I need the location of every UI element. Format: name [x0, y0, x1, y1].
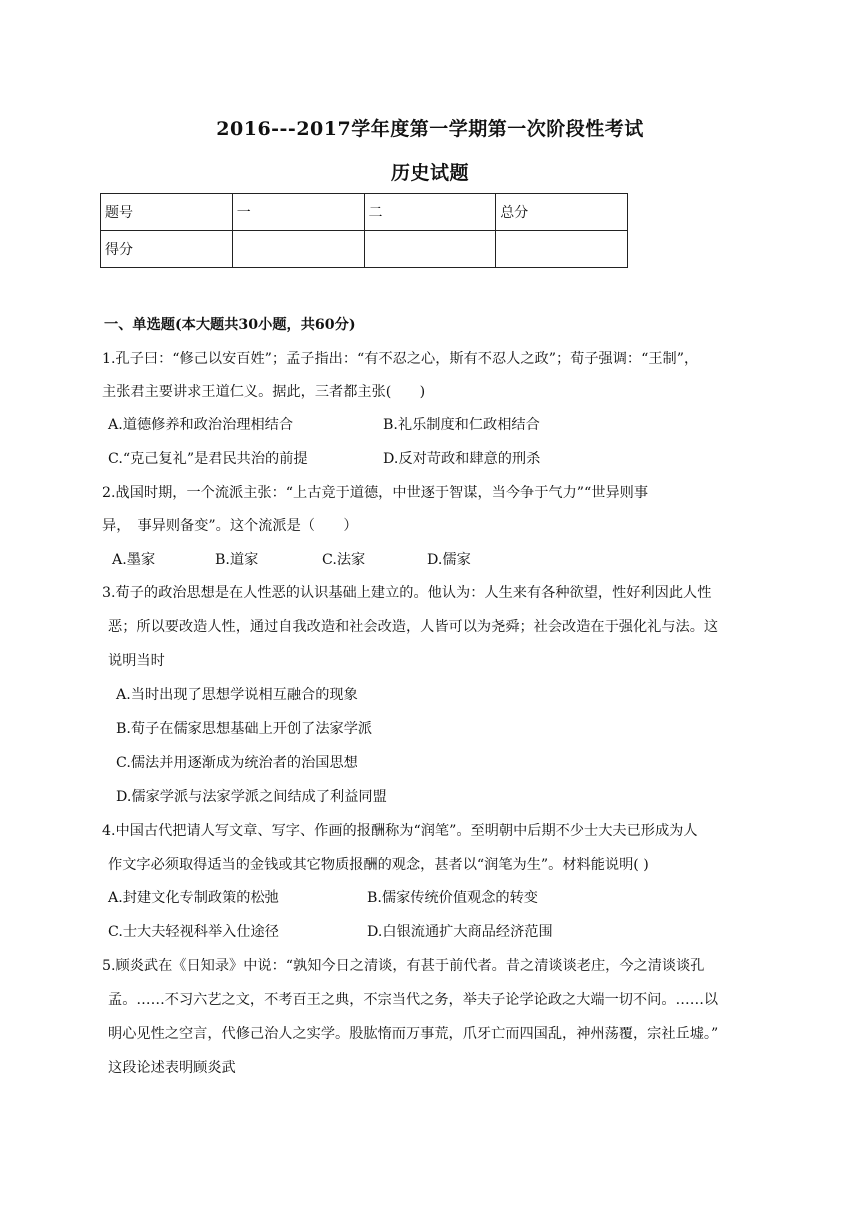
- question-4-option-c: C.士大夫轻视科举入仕途径: [108, 924, 279, 940]
- question-2-line-1: 2.战国时期，一个流派主张：“上古竞于道德，中世逐于智谋，当今争于气力”“世异则事: [102, 485, 649, 501]
- question-2-option-d: D.儒家: [427, 552, 471, 568]
- question-4-option-a: A.封建文化专制政策的松弛: [108, 890, 279, 906]
- question-5-line-2: 孟。……不习六艺之文，不考百王之典，不宗当代之务，举夫子论学论政之大端一切不问。……以: [108, 992, 719, 1008]
- question-4-option-d: D.白银流通扩大商品经济范围: [367, 924, 553, 940]
- score-input-total[interactable]: [496, 231, 628, 268]
- question-1-line-1: 1.孔子曰：“修己以安百姓”；孟子指出：“有不忍之心，斯有不忍人之政”；荀子强调：“王制”，: [102, 351, 699, 367]
- question-5-line-3: 明心见性之空言，代修己治人之实学。股肱惰而万事荒，爪牙亡而四国乱，神州荡覆，宗社丘墟。”: [108, 1026, 719, 1042]
- question-2-line-2: 异， 事异则备变”。这个流派是（ ）: [102, 518, 358, 534]
- question-1-option-d: D.反对苛政和肆意的刑杀: [383, 451, 541, 467]
- score-input-2[interactable]: [364, 231, 496, 268]
- question-3-line-3: 说明当时: [108, 653, 165, 669]
- section-heading: 一、单选题(本大题共30小题，共60分): [104, 317, 356, 333]
- question-4-line-2: 作文字必须取得适当的金钱或其它物质报酬的观念，甚者以“润笔为生”。材料能说明( ): [108, 857, 649, 873]
- table-cell-score-label: 得分: [101, 231, 233, 268]
- table-cell-header-label: 题号: [101, 194, 233, 231]
- exam-subtitle: 历史试题: [390, 162, 469, 184]
- question-2-option-b: B.道家: [215, 552, 259, 568]
- score-table: [100, 193, 628, 268]
- table-cell-column-2: 二: [364, 194, 496, 231]
- table-cell-column-total: 总分: [496, 194, 628, 231]
- table-row: [101, 194, 628, 231]
- score-input-1[interactable]: [232, 231, 364, 268]
- question-3-line-1: 3.荀子的政治思想是在人性恶的认识基础上建立的。他认为：人生来有各种欲望，性好利因此人性: [102, 585, 712, 601]
- question-5-line-1: 5.顾炎武在《日知录》中说：“孰知今日之清谈，有甚于前代者。昔之清谈谈老庄，今之清谈谈孔: [102, 958, 705, 974]
- question-2-option-c: C.法家: [322, 552, 366, 568]
- question-5-line-4: 这段论述表明顾炎武: [108, 1060, 236, 1076]
- question-1-line-2: 主张君主要讲求王道仁义。据此，三者都主张( ): [102, 384, 426, 400]
- question-2-option-a: A.墨家: [112, 552, 156, 568]
- question-4-option-b: B.儒家传统价值观念的转变: [367, 890, 538, 906]
- question-3-line-2: 恶；所以要改造人性，通过自我改造和社会改造，人皆可以为尧舜；社会改造在于强化礼与法。这: [108, 619, 719, 635]
- question-3-option-c: C.儒法并用逐渐成为统治者的治国思想: [116, 755, 358, 771]
- table-row: [101, 231, 628, 268]
- question-4-line-1: 4.中国古代把请人写文章、写字、作画的报酬称为“润笔”。至明朝中后期不少士大夫已形成为人: [102, 823, 698, 839]
- question-3-option-a: A.当时出现了思想学说相互融合的现象: [116, 687, 358, 703]
- question-1-option-c: C.“克己复礼”是君民共治的前提: [108, 451, 308, 467]
- question-1-option-b: B.礼乐制度和仁政相结合: [383, 417, 540, 433]
- question-3-option-d: D.儒家学派与法家学派之间结成了利益同盟: [116, 789, 387, 805]
- table-cell-column-1: 一: [232, 194, 364, 231]
- exam-title: 2016---2017学年度第一学期第一次阶段性考试: [216, 118, 644, 140]
- question-1-option-a: A.道德修养和政治治理相结合: [108, 417, 294, 433]
- question-3-option-b: B.荀子在儒家思想基础上开创了法家学派: [116, 721, 373, 737]
